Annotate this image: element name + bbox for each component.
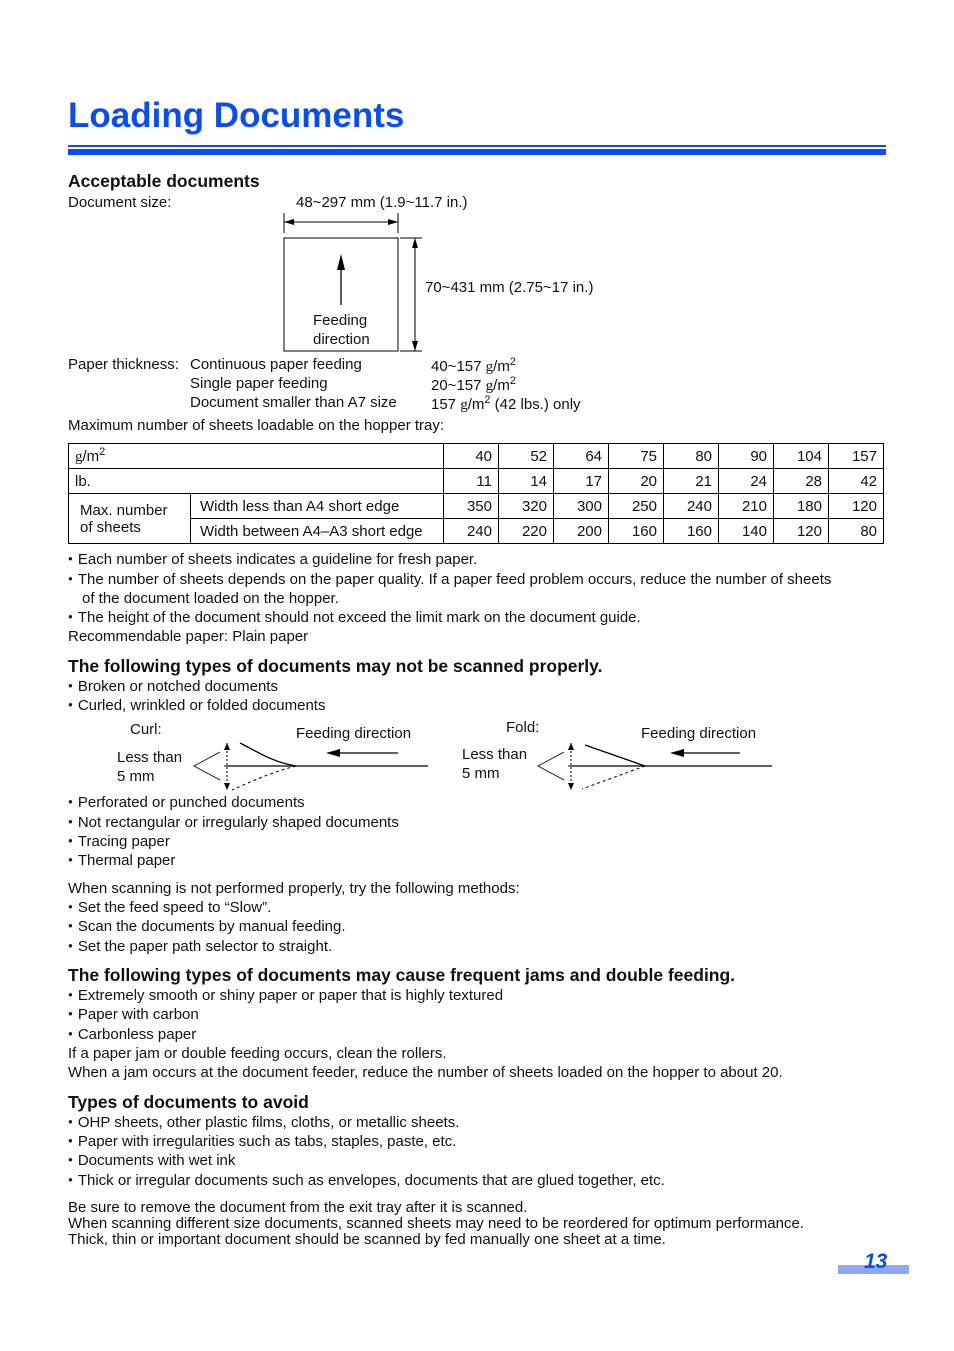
width-range: 48~297 mm (1.9~11.7 in.) (296, 194, 468, 211)
table-cell: 240 (664, 494, 719, 519)
gsm-header: $g/m^2$ (69, 444, 444, 469)
table-cell: 40 (444, 444, 499, 469)
jams-line: If a paper jam or double feeding occurs, clean the rollers. (68, 1045, 447, 1062)
fold-height-arrow-bottom (568, 783, 574, 790)
table-cell: 120 (774, 519, 829, 544)
table-cell: 180 (774, 494, 829, 519)
table-cell: 64 (554, 444, 609, 469)
bullet-item: ● Documents with wet ink (68, 1152, 235, 1169)
bullet-item: ● Extremely smooth or shiny paper or paper that is highly textured (68, 987, 503, 1004)
row-label-a4: Width less than A4 short edge (191, 494, 444, 519)
page-number-text: 13 (864, 1250, 888, 1273)
jams-heading: The following types of documents may cause frequent jams and double feeding. (68, 965, 736, 985)
curl-curve-dashed (232, 766, 296, 790)
curl-five-mm: 5 mm (117, 768, 155, 785)
feeding-arrow-head (337, 254, 345, 270)
length-range: 70~431 mm (2.75~17 in.) (425, 279, 594, 296)
table-cell: 90 (719, 444, 774, 469)
table-cell: 300 (554, 494, 609, 519)
bullet-item: ● Paper with irregularities such as tabs, staples, paste, etc. (68, 1133, 456, 1150)
table-cell: 240 (444, 519, 499, 544)
curl-label: Curl: (130, 721, 162, 738)
bullet-item: ● The number of sheets depends on the paper quality. If a paper feed problem occurs, reduce the number of sheets (68, 571, 831, 588)
closing-line: Thick, thin or important document should be scanned by fed manually one sheet at a time. (68, 1231, 666, 1248)
fold-less-than: Less than (462, 746, 528, 763)
methods-intro: When scanning is not performed properly, try the following methods: (68, 880, 520, 897)
lb-header: lb. (69, 469, 444, 494)
width-arrow-right (388, 219, 398, 225)
bullet-item: ● Tracing paper (68, 833, 170, 850)
curl-feeding-direction: Feeding direction (296, 725, 412, 742)
jams-line: When a jam occurs at the document feeder, reduce the number of sheets loaded on the hopper to about 20. (68, 1064, 783, 1081)
table-cell: 320 (499, 494, 554, 519)
feeding-label-1: Feeding (313, 312, 368, 329)
bullet-item: ● Set the feed speed to “Slow”. (68, 899, 271, 916)
table-cell: 80 (829, 519, 884, 544)
fold-label: Fold: (506, 719, 540, 736)
bullet-item: ● Broken or notched documents (68, 678, 278, 695)
curl-curve (240, 743, 296, 766)
not-scanned-heading: The following types of documents may not be scanned properly. (68, 656, 603, 676)
fold-brace (538, 752, 564, 780)
bullet-item: ● Carbonless paper (68, 1026, 196, 1043)
acceptable-heading: Acceptable documents (68, 171, 260, 191)
fold-height-arrow-top (568, 743, 574, 750)
fold-feeding-direction: Feeding direction (641, 725, 757, 742)
length-arrow-top (412, 238, 418, 248)
curl-brace (194, 752, 220, 780)
curl-height-arrow-bottom (224, 783, 230, 790)
avoid-heading: Types of documents to avoid (68, 1092, 309, 1112)
bullet-item: ● Thermal paper (68, 852, 175, 869)
page-number (838, 1252, 909, 1274)
bullet-continuation: of the document loaded on the hopper. (82, 590, 339, 607)
thickness-row-value: 40~157 $g/m^2$ (431, 356, 516, 375)
bullet-item: ● Set the paper path selector to straight. (68, 938, 332, 955)
table-cell: 28 (774, 469, 829, 494)
width-arrow-left (284, 219, 294, 225)
thickness-row-value: 157 $g/m^2$ (42 lbs.) only (431, 394, 581, 413)
bullet-item: ● The height of the document should not exceed the limit mark on the document guide. (68, 609, 641, 626)
table-cell: 20 (609, 469, 664, 494)
table-cell: 14 (499, 469, 554, 494)
table-cell: 52 (499, 444, 554, 469)
fold-five-mm: 5 mm (462, 765, 500, 782)
table-cell: 21 (664, 469, 719, 494)
bullet-item: ● Scan the documents by manual feeding. (68, 918, 346, 935)
document-size-label: Document size: (68, 194, 172, 211)
curl-less-than: Less than (117, 749, 183, 766)
fold-line-dashed (582, 766, 645, 789)
max-sheets-table (68, 443, 884, 544)
thickness-row-value: 20~157 $g/m^2$ (431, 375, 516, 394)
page-title: Loading Documents (68, 96, 405, 135)
bullet-item: ● OHP sheets, other plastic films, cloths, or metallic sheets. (68, 1114, 459, 1131)
max-number-header: Max. number of sheets (69, 494, 191, 544)
table-cell: 200 (554, 519, 609, 544)
row-label-a3: Width between A4–A3 short edge (191, 519, 444, 544)
table-cell: 17 (554, 469, 609, 494)
closing-line: Be sure to remove the document from the exit tray after it is scanned. (68, 1199, 528, 1216)
table-cell: 24 (719, 469, 774, 494)
table-row (69, 519, 884, 544)
thickness-row-label: Continuous paper feeding (190, 356, 362, 373)
max-sheets-intro: Maximum number of sheets loadable on the hopper tray: (68, 417, 445, 434)
table-cell: 120 (829, 494, 884, 519)
fold-feed-arrow-head (670, 749, 684, 757)
thickness-row-label: Single paper feeding (190, 375, 328, 392)
paper-thickness-label: Paper thickness: (68, 356, 179, 373)
bullet-item: ● Not rectangular or irregularly shaped documents (68, 814, 399, 831)
table-cell: 210 (719, 494, 774, 519)
feeding-label-2: direction (313, 331, 370, 348)
table-cell: 104 (774, 444, 829, 469)
bullet-item: ● Thick or irregular documents such as envelopes, documents that are glued together, etc. (68, 1172, 665, 1189)
table-row (69, 469, 884, 494)
bullet-item: ● Curled, wrinkled or folded documents (68, 697, 325, 714)
table-cell: 75 (609, 444, 664, 469)
table-cell: 140 (719, 519, 774, 544)
closing-line: When scanning different size documents, scanned sheets may need to be reordered for optimum performance. (68, 1215, 804, 1232)
table-cell: 157 (829, 444, 884, 469)
bullet-item: ● Paper with carbon (68, 1006, 199, 1023)
table-cell: 220 (499, 519, 554, 544)
thickness-row-label: Document smaller than A7 size (190, 394, 397, 411)
bullet-item: ● Perforated or punched documents (68, 794, 305, 811)
table-cell: 160 (664, 519, 719, 544)
fold-line (585, 745, 645, 766)
table-cell: 350 (444, 494, 499, 519)
table-cell: 160 (609, 519, 664, 544)
table-cell: 80 (664, 444, 719, 469)
table-cell: 11 (444, 469, 499, 494)
table-cell: 42 (829, 469, 884, 494)
recommended-paper: Recommendable paper: Plain paper (68, 628, 309, 645)
curl-feed-arrow-head (326, 749, 340, 757)
table-cell: 250 (609, 494, 664, 519)
length-arrow-bottom (412, 341, 418, 351)
bullet-item: ● Each number of sheets indicates a guideline for fresh paper. (68, 551, 477, 568)
table-row (69, 444, 884, 469)
table-row (69, 494, 884, 519)
curl-height-arrow-top (224, 743, 230, 750)
